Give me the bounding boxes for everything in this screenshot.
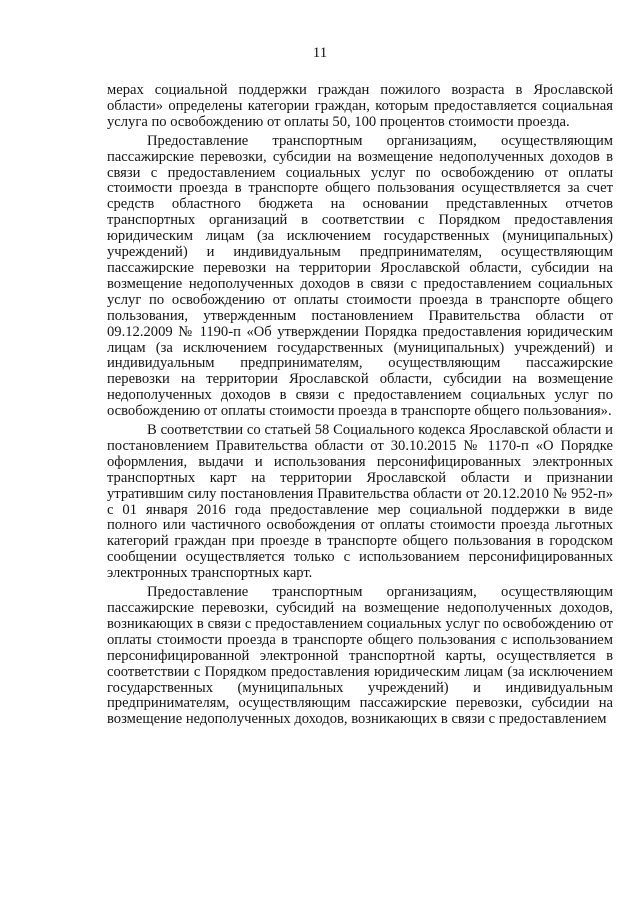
paragraph-card-subsidy: Предоставление транспортным организациям, осуществляющим пассажирские перевозки, субсидий на возмещение недополученных доходов, возникающих в связи с предоставлением социальных услуг по освобождению от оплаты стоимости проезда в транспорте общего пользования с использованием персонифицированной электронной транспортной карты, осуществляется в соответствии с Порядком предоставления юридическим лицам (за исключением государственных (муниципальных учреждений) и индивидуальным предпринимателям, осуществляющим пассажирские перевозки, субсидии на возмещение недополученных доходов, возникающих в связи с предоставлением [107,584,613,728]
page-number: 11 [312,45,328,61]
paragraph-continuation: мерах социальной поддержки граждан пожилого возраста в Ярославской области» определены категории граждан, которым предоставляется социальная услуга по освобождению от оплаты 50, 100 процентов стоимости проезда. [107,82,613,130]
paragraph-subsidy-procedure: Предоставление транспортным организациям, осуществляющим пассажирские перевозки, субсидии на возмещение недополученных доходов в связи с предоставлением социальных услуг по освобождению от оплаты стоимости проезда в транспорте общего пользования осуществляется за счет средств областного бюджета на основании представленных отчетов транспортных организаций в соответствии с Порядком предоставления юридическим лицам (за исключением государственных (муниципальных) учреждений) и индивидуальным предпринимателям, осуществляющим пассажирские перевозки на территории Ярославской области, субсидии на возмещение недополученных доходов в связи с предоставлением социальных услуг по освобождению от оплаты стоимости проезда в транспорте общего пользования, утвержденным постановлением Правительства области от 09.12.2009 № 1190-п «Об утверждении Порядка предоставления юридическим лицам (за исключением государственных (муниципальных) учреждений) и индивидуальным предпринимателям, осуществляющим пассажирские перевозки на территории Ярославской области, субсидии на возмещение недополученных доходов в связи с предоставлением социальных услуг по освобождению от оплаты стоимости проезда в транспорте общего пользования». [107,132,613,420]
document-body [107,83,613,731]
paragraph-transport-cards: В соответствии со статьей 58 Социального кодекса Ярославской области и постановлением Правительства области от 30.10.2015 № 1170-п «О Порядке оформления, выдачи и использования персонифицированных электронных транспортных карт на территории Ярославской области и признании утратившим силу постановления Правительства области от 20.12.2010 № 952-п» с 01 января 2016 года предоставление мер социальной поддержки в виде полного или частичного освобождения от оплаты стоимости проезда льготных категорий граждан при проезде в транспорте общего пользования в городском сообщении осуществляется только с использованием персонифицированных электронных транспортных карт. [107,422,613,582]
